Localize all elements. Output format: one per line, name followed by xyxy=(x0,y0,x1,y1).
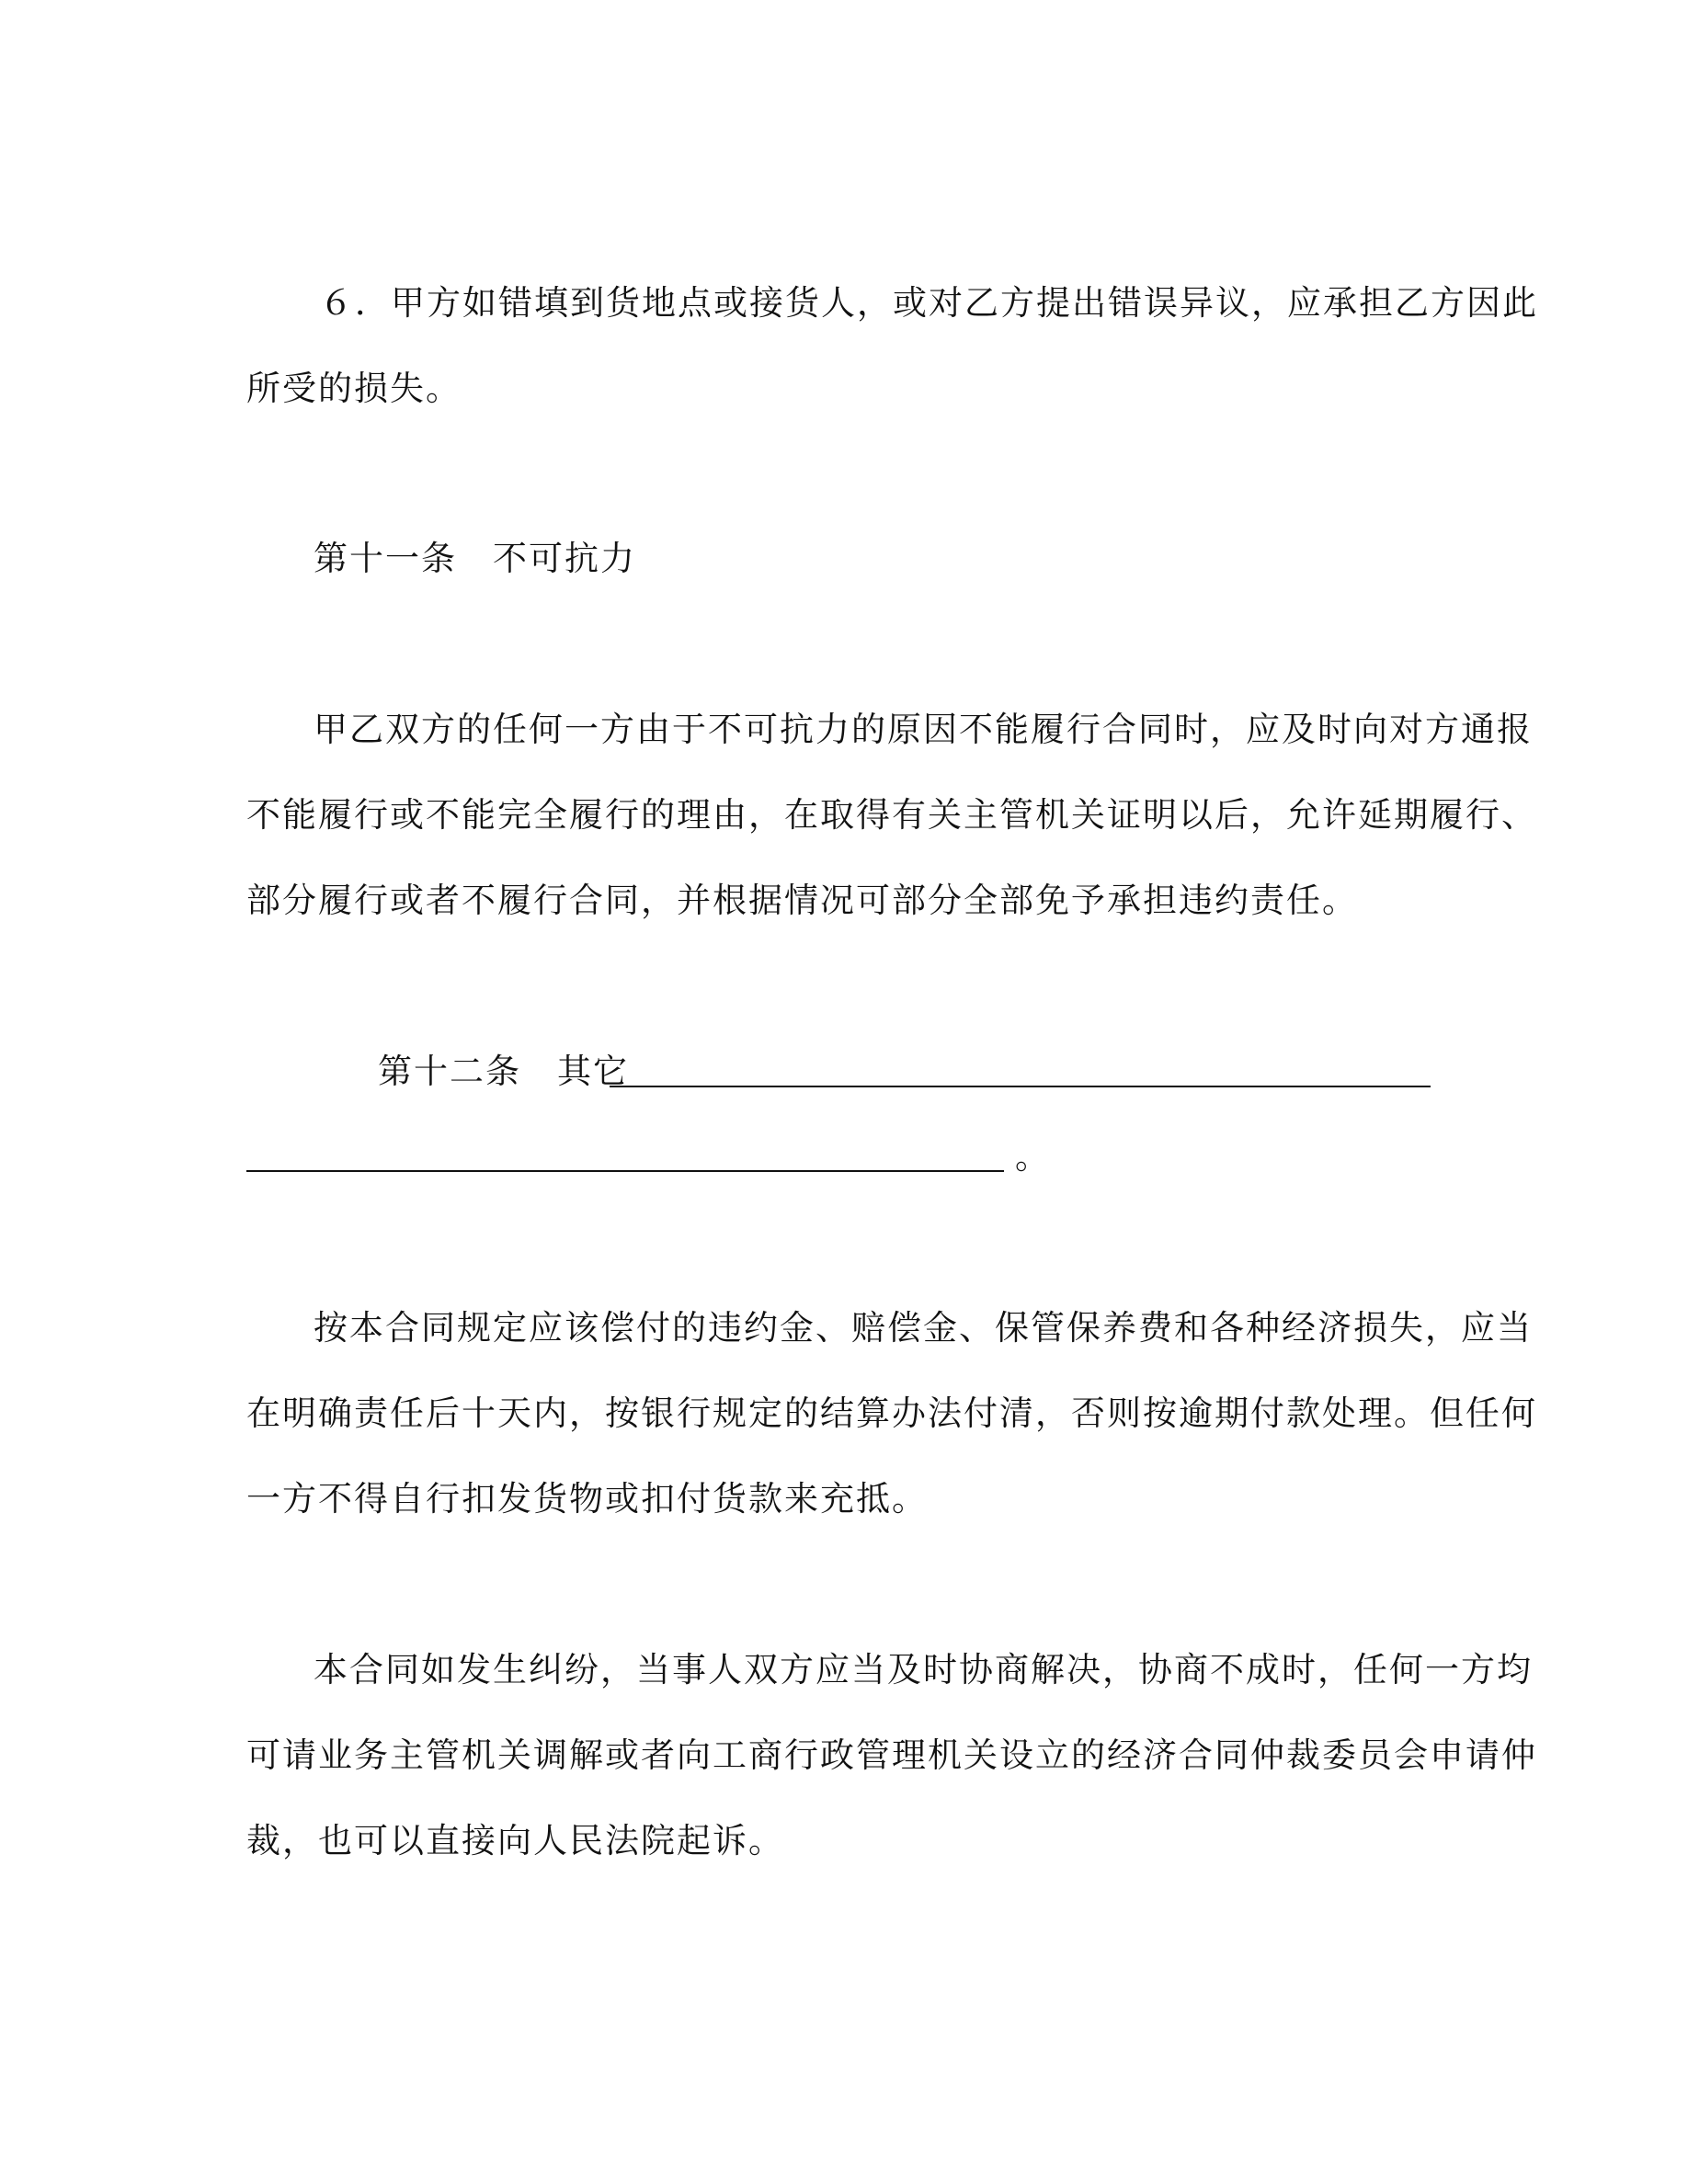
clause-11-body-line-3: 部分履行或者不履行合同，并根据情况可部分全部免予承担违约责任。 xyxy=(246,881,1358,920)
clause-10-item-6-line-2: 所受的损失。 xyxy=(246,369,462,408)
payment-paragraph-line-2: 在明确责任后十天内，按银行规定的结算办法付清，否则按逾期付款处理。但任何 xyxy=(246,1393,1537,1433)
dispute-paragraph-line-2: 可请业务主管机关调解或者向工商行政管理机关设立的经济合同仲裁委员会申请仲 xyxy=(246,1735,1537,1775)
clause-12-blank-line-2 xyxy=(246,1170,1004,1172)
clause-10-item-6-line-1: ６．甲方如错填到货地点或接货人，或对乙方提出错误异议，应承担乙方因此 xyxy=(319,283,1538,323)
clause-12-heading: 第十二条 其它 xyxy=(378,1052,629,1091)
clause-12-end-mark: 。 xyxy=(1015,1137,1051,1177)
dispute-paragraph-line-1: 本合同如发生纠纷，当事人双方应当及时协商解决，协商不成时，任何一方均 xyxy=(314,1650,1533,1689)
clause-11-body-line-2: 不能履行或不能完全履行的理由，在取得有关主管机关证明以后，允许延期履行、 xyxy=(246,795,1537,835)
clause-11-body-line-1: 甲乙双方的任何一方由于不可抗力的原因不能履行合同时，应及时向对方通报 xyxy=(314,710,1533,749)
clause-12-blank-line-1 xyxy=(610,1086,1431,1087)
clause-11-heading: 第十一条 不可抗力 xyxy=(314,539,636,578)
payment-paragraph-line-1: 按本合同规定应该偿付的违约金、赔偿金、保管保养费和各种经济损失，应当 xyxy=(314,1308,1533,1348)
dispute-paragraph-line-3: 裁，也可以直接向人民法院起诉。 xyxy=(246,1821,784,1860)
payment-paragraph-line-3: 一方不得自行扣发货物或扣付货款来充抵。 xyxy=(246,1479,928,1519)
